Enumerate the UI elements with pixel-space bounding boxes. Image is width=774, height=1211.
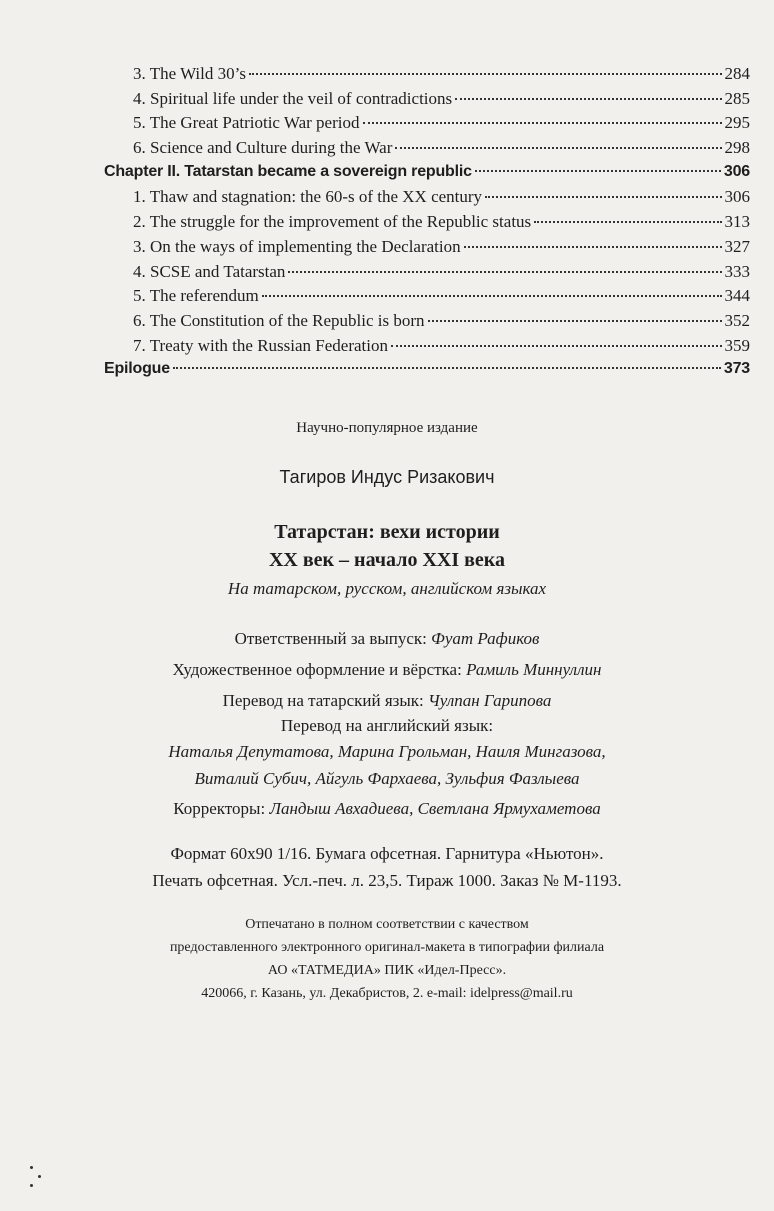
toc-leader-dots (249, 73, 722, 75)
english-translators-line2: Виталий Субич, Айгуль Фархаева, Зульфия Фазлыева (194, 769, 580, 788)
toc-title: 7. Treaty with the Russian Federation (133, 335, 388, 355)
tatar-translation-label: Перевод на татарский язык: (222, 691, 424, 710)
toc-title: 6. Science and Culture during the War (133, 138, 393, 158)
design-name: Рамиль Миннуллин (466, 660, 602, 679)
toc-page-number: 284 (724, 64, 750, 83)
format-line: Формат 60х90 1/16. Бумага офсетная. Гарнитура «Ньютон». (170, 844, 604, 863)
toc-row (104, 163, 750, 188)
toc-page-number: 285 (724, 88, 750, 108)
toc-title: 1. Thaw and stagnation: the 60-s of the XX century (133, 187, 483, 207)
languages-note: На татарском, русском, английском языках (227, 579, 547, 598)
toc-page-number: 327 (724, 236, 750, 256)
edition-type: Научно-популярное издание (296, 420, 478, 436)
toc-title: 2. The struggle for the improvement of the Republic status (133, 212, 532, 232)
toc-leader-dots (288, 271, 721, 273)
responsible-label: Ответственный за выпуск: (234, 629, 427, 648)
toc-leader-dots (363, 122, 722, 124)
book-title-line1: Татарстан: вехи истории (274, 521, 500, 543)
print-line: Печать офсетная. Усл.-печ. л. 23,5. Тираж 1000. Заказ № М-1193. (152, 871, 622, 890)
toc-title: 3. On the ways of implementing the Declaration (133, 236, 461, 256)
toc-page-number: 295 (724, 113, 750, 133)
toc-leader-dots (428, 320, 722, 322)
proofreaders-names: Ландыш Авхадиева, Светлана Ярмухаметова (269, 799, 601, 818)
toc-row (104, 89, 750, 114)
toc-row (104, 212, 750, 237)
toc-row (104, 360, 750, 385)
toc-page-number: 313 (724, 212, 750, 232)
toc-leader-dots (173, 367, 721, 369)
book-title-line2: XX век – начало XXI века (268, 549, 506, 571)
toc-row (104, 64, 750, 89)
tatar-translation-name: Чулпан Гарипова (428, 691, 552, 710)
toc-page-number: 359 (724, 335, 750, 355)
toc-leader-dots (464, 246, 722, 248)
toc-page-number: 373 (723, 360, 750, 378)
toc-title: 5. The Great Patriotic War period (133, 113, 360, 133)
toc-title: 5. The referendum (133, 286, 259, 306)
toc-leader-dots (391, 345, 722, 347)
toc-row (104, 311, 750, 336)
table-of-contents (104, 64, 750, 385)
toc-page-number: 298 (724, 138, 750, 158)
toc-title: 4. Spiritual life under the veil of contradictions (133, 88, 453, 108)
toc-row (104, 237, 750, 262)
toc-leader-dots (455, 98, 721, 100)
printed-line2: предоставленного электронного оригинал-макета в типографии филиала (169, 940, 605, 955)
print-specks (30, 1160, 41, 1187)
toc-page-number: 344 (724, 286, 750, 306)
toc-leader-dots (262, 295, 722, 297)
printed-line4: 420066, г. Казань, ул. Декабристов, 2. e-mail: idelpress@mail.ru (201, 986, 573, 1001)
tatar-translation-line (0, 691, 774, 711)
printed-line3: АО «ТАТМЕДИА» ПИК «Идел-Пресс». (267, 963, 507, 978)
toc-page-number: 352 (724, 310, 750, 330)
author-name: Тагиров Индус Ризакович (279, 467, 495, 487)
toc-title: 4. SCSE and Tatarstan (133, 261, 286, 281)
design-line (0, 660, 774, 680)
responsible-line (0, 629, 774, 649)
printed-line1: Отпечатано в полном соответствии с качеством (245, 917, 529, 932)
toc-title: Epilogue (104, 360, 170, 378)
english-translation-label: Перевод на английский язык: (280, 716, 494, 735)
toc-row (104, 138, 750, 163)
toc-row (104, 187, 750, 212)
toc-leader-dots (534, 221, 721, 223)
toc-row (104, 113, 750, 138)
toc-row (104, 262, 750, 287)
toc-title: 6. The Constitution of the Republic is born (133, 310, 425, 330)
toc-title: 3. The Wild 30’s (133, 64, 246, 83)
toc-row (104, 286, 750, 311)
proofreaders-label: Корректоры: (173, 799, 266, 818)
toc-page-number: 306 (723, 162, 750, 180)
toc-leader-dots (475, 170, 721, 172)
toc-title: Chapter II. Tatarstan became a sovereign republic (104, 162, 472, 180)
design-label: Художественное оформление и вёрстка: (172, 660, 462, 679)
toc-leader-dots (395, 147, 721, 149)
toc-row (104, 336, 750, 361)
proofreaders-line (0, 799, 774, 819)
toc-page-number: 333 (724, 261, 750, 281)
toc-leader-dots (485, 196, 721, 198)
toc-page-number: 306 (724, 187, 750, 207)
responsible-name: Фуат Рафиков (431, 629, 540, 648)
english-translators-line1: Наталья Депутатова, Марина Грольман, Наиля Мингазова, (168, 742, 606, 761)
